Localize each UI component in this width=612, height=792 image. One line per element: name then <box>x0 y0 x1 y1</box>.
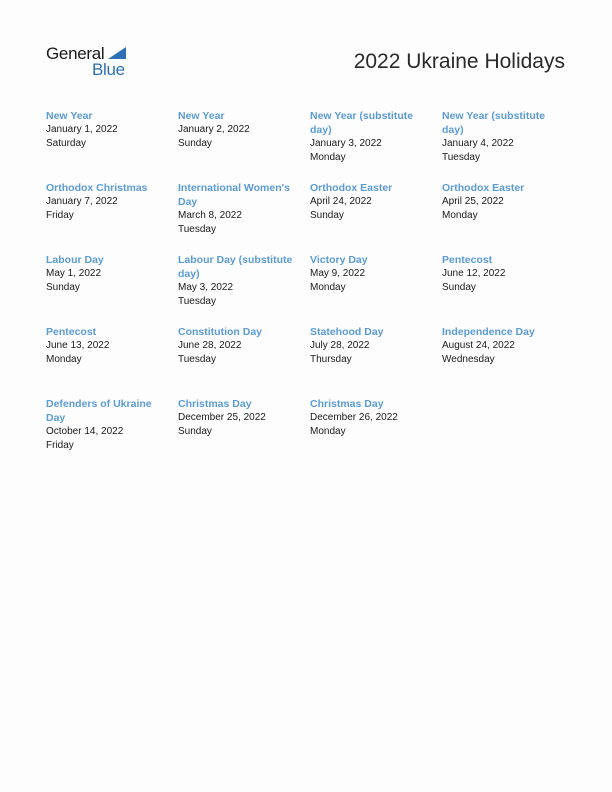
holiday-date: March 8, 2022 <box>178 210 242 221</box>
generalblue-logo <box>46 44 136 80</box>
holiday-name: New Year <box>46 110 93 122</box>
holiday-name: Defenders of Ukraine Day <box>46 398 152 424</box>
holiday-entry <box>46 397 178 469</box>
holiday-dow: Wednesday <box>442 354 495 365</box>
holiday-entry <box>178 109 310 181</box>
holiday-dow: Tuesday <box>178 224 216 235</box>
holiday-entry <box>310 325 442 397</box>
holiday-dow: Sunday <box>178 426 212 437</box>
holiday-date: May 3, 2022 <box>178 282 234 293</box>
holiday-date: June 13, 2022 <box>46 340 110 351</box>
holiday-grid <box>46 109 574 469</box>
holiday-entry <box>442 181 574 253</box>
logo-text-blue: Blue <box>92 60 125 79</box>
holiday-name: Labour Day <box>46 254 104 266</box>
holiday-name: Victory Day <box>310 254 368 266</box>
holiday-entry <box>310 397 442 469</box>
holiday-date: August 24, 2022 <box>442 340 515 351</box>
holiday-date: June 28, 2022 <box>178 340 242 351</box>
holiday-date: January 2, 2022 <box>178 124 250 135</box>
holiday-name: Orthodox Christmas <box>46 182 148 194</box>
holiday-date: June 12, 2022 <box>442 268 506 279</box>
holiday-entry <box>178 181 310 253</box>
holiday-entry <box>310 253 442 325</box>
holiday-entry <box>310 181 442 253</box>
holiday-name: Labour Day (substitute day) <box>178 254 293 280</box>
logo-text-general: General <box>46 44 105 63</box>
holiday-date: April 25, 2022 <box>442 196 504 207</box>
holiday-dow: Thursday <box>310 354 352 365</box>
holiday-date: January 1, 2022 <box>46 124 118 135</box>
holiday-entry <box>442 325 574 397</box>
holiday-name: Pentecost <box>442 254 493 266</box>
holiday-date: April 24, 2022 <box>310 196 372 207</box>
holiday-entry <box>46 181 178 253</box>
holiday-name: Christmas Day <box>310 398 384 410</box>
holiday-name: Christmas Day <box>178 398 252 410</box>
holiday-name: New Year (substitute day) <box>310 110 414 136</box>
holiday-name: New Year <box>178 110 225 122</box>
holiday-dow: Friday <box>46 210 74 221</box>
holiday-date: October 14, 2022 <box>46 426 124 437</box>
holiday-name: Orthodox Easter <box>442 182 525 194</box>
holiday-dow: Sunday <box>178 138 212 149</box>
holiday-entry <box>310 109 442 181</box>
holiday-date: July 28, 2022 <box>310 340 370 351</box>
holiday-dow: Tuesday <box>178 354 216 365</box>
holiday-date: January 7, 2022 <box>46 196 118 207</box>
holiday-name: New Year (substitute day) <box>442 110 546 136</box>
holiday-date: May 1, 2022 <box>46 268 102 279</box>
holiday-dow: Tuesday <box>442 152 480 163</box>
holiday-name: Orthodox Easter <box>310 182 393 194</box>
holiday-dow: Saturday <box>46 138 87 149</box>
holiday-name: Statehood Day <box>310 326 384 338</box>
holiday-date: May 9, 2022 <box>310 268 366 279</box>
holiday-entry <box>46 253 178 325</box>
logo-triangle-icon <box>108 47 126 59</box>
holiday-dow: Sunday <box>442 282 476 293</box>
holiday-entry <box>442 253 574 325</box>
holiday-name: Constitution Day <box>178 326 262 338</box>
page-title: 2022 Ukraine Holidays <box>353 50 565 73</box>
holiday-entry <box>178 325 310 397</box>
holiday-dow: Monday <box>310 152 346 163</box>
holiday-dow: Sunday <box>310 210 344 221</box>
holiday-dow: Monday <box>310 426 346 437</box>
holiday-entry <box>178 397 310 469</box>
holiday-dow: Friday <box>46 440 74 451</box>
holiday-date: January 4, 2022 <box>442 138 514 149</box>
holiday-dow: Monday <box>442 210 478 221</box>
holiday-date: December 26, 2022 <box>310 412 398 423</box>
holiday-date: December 25, 2022 <box>178 412 266 423</box>
holiday-entry <box>442 109 574 181</box>
holiday-date: January 3, 2022 <box>310 138 382 149</box>
holiday-dow: Monday <box>310 282 346 293</box>
holiday-dow: Monday <box>46 354 82 365</box>
holiday-dow: Tuesday <box>178 296 216 307</box>
holiday-dow: Sunday <box>46 282 80 293</box>
holiday-entry <box>46 109 178 181</box>
holiday-entry <box>46 325 178 397</box>
holiday-name: Independence Day <box>442 326 535 338</box>
holiday-name: International Women's Day <box>178 182 290 208</box>
holiday-name: Pentecost <box>46 326 97 338</box>
holiday-entry <box>178 253 310 325</box>
